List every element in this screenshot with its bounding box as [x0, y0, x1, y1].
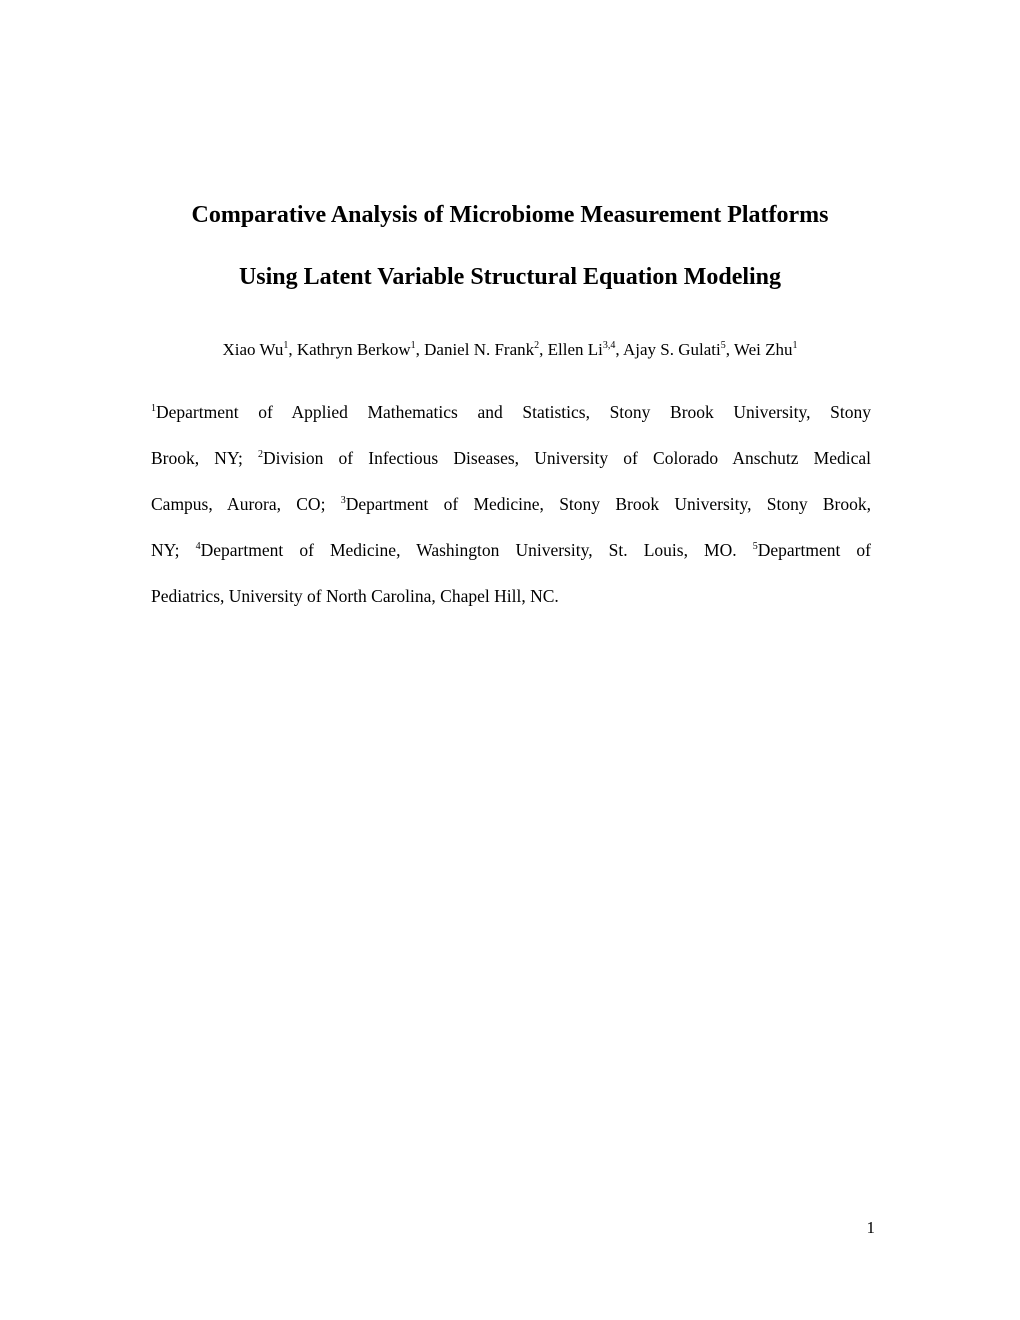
affiliation-sup: 4 [195, 541, 201, 552]
paper-title-line-2: Using Latent Variable Structural Equation Modeling [238, 264, 782, 290]
affiliation-text: Department of Medicine, Stony Brook University, Stony Brook, [345, 494, 871, 514]
affiliation-text: Department of Applied Mathematics and Statistics, Stony Brook University, Stony [156, 402, 871, 422]
affiliation-sup: 5 [752, 541, 758, 552]
author-separator: , [615, 340, 623, 359]
page-number: 1 [866, 1218, 875, 1237]
author-affiliation-sup: 1 [283, 340, 289, 351]
author-name: Kathryn Berkow [296, 340, 411, 359]
author-affiliation-sup: 5 [720, 340, 726, 351]
affiliation-text: Pediatrics, University of North Carolina, Chapel Hill, NC. [151, 586, 559, 606]
author-separator: , [288, 340, 297, 359]
author-list [0, 339, 1020, 361]
affiliation-line [151, 539, 871, 561]
affiliation-text: Campus, Aurora, CO; [151, 494, 341, 514]
affiliation-sup: 1 [151, 403, 156, 414]
affiliation-text: Brook, NY; [151, 448, 259, 468]
affiliation-text: Department of Medicine, Washington University, St. Louis, MO. [200, 540, 753, 560]
author-affiliation-sup: 1 [792, 340, 798, 351]
affiliation-line [151, 447, 871, 469]
affiliation-sup: 3 [340, 495, 346, 506]
author-separator: , [415, 340, 425, 359]
author-affiliation-sup: 2 [534, 340, 540, 351]
author-name: Wei Zhu [733, 340, 793, 359]
author-separator: , [539, 340, 548, 359]
affiliation-sup: 2 [258, 449, 264, 460]
author-name: Daniel N. Frank [424, 340, 535, 359]
author-name: Ajay S. Gulati [622, 340, 721, 359]
paper-title-line-1: Comparative Analysis of Microbiome Measurement Platforms [191, 202, 829, 228]
affiliation-text: Department of [757, 540, 871, 560]
author-affiliation-sup: 1 [410, 340, 416, 351]
author-name: Xiao Wu [222, 340, 284, 359]
affiliation-line [151, 401, 871, 423]
affiliation-line [151, 493, 871, 515]
affiliation-text: Division of Infectious Diseases, University of Colorado Anschutz Medical [263, 448, 871, 468]
affiliation-text: NY; [151, 540, 196, 560]
author-separator: , [725, 340, 734, 359]
affiliation-line [151, 585, 871, 607]
author-name: Ellen Li [547, 340, 603, 359]
author-affiliation-sup: 3,4 [602, 340, 616, 351]
